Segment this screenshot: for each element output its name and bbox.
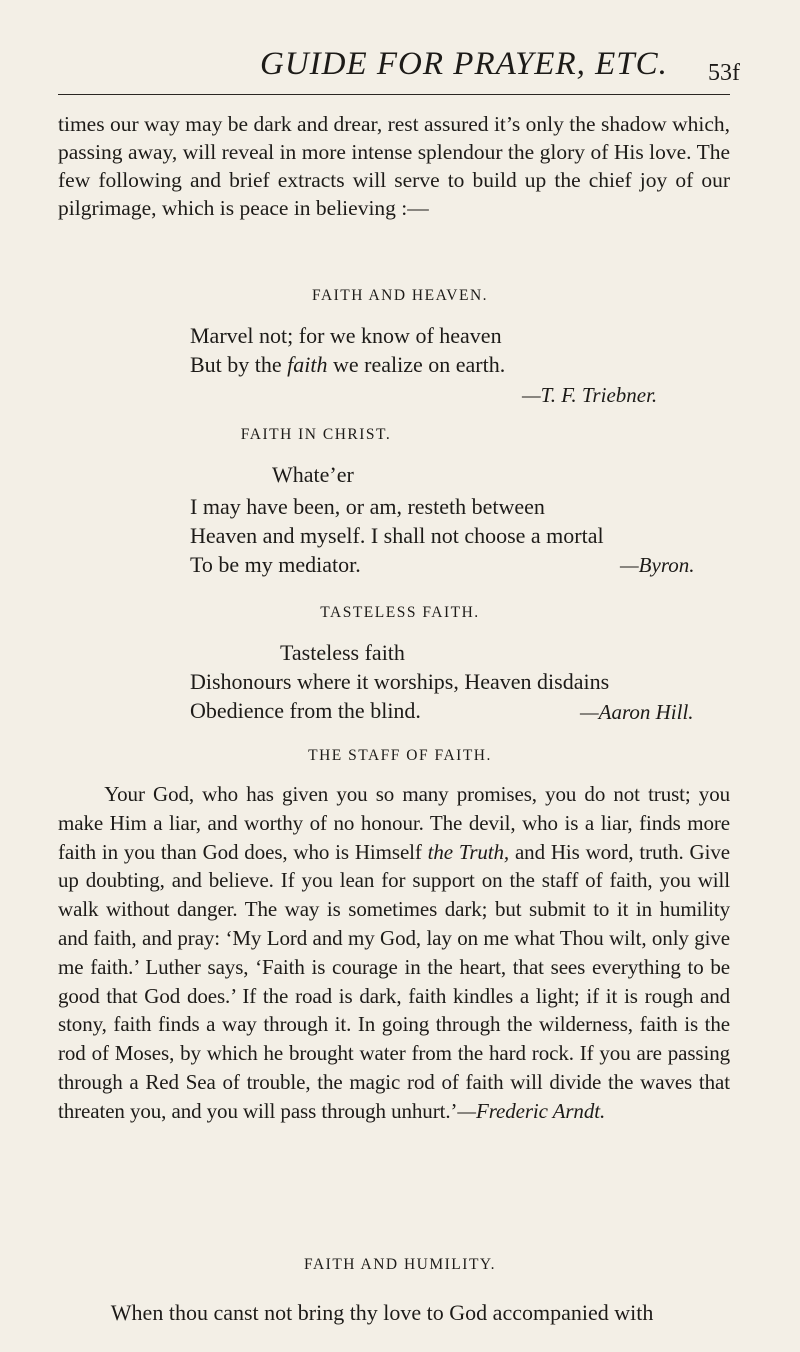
verse-line: Heaven and myself. I shall not choose a mortal [190,523,604,548]
page-header [0,42,800,102]
staff-of-faith-paragraph: Your God, who has given you so many promises, you do not trust; you make Him a liar, and worthy of no honour. The devil, who is a liar, finds more faith in you than God does, who is Himself the Truth, and His word, truth. Give up doubting, and believe. If you lean for support on the staff of faith, you will walk without danger. The way is sometimes dark; but submit to it in humility and faith, and pray: ‘My Lord and my God, lay on me what Thou wilt, only give me faith.’ Luther says, ‘Faith is courage in the heart, that sees everything to be good that God does.’ If the road is dark, faith kindles a light; if it is rough and stony, faith finds a way through it. In going through the wilderness, faith is the rod of Moses, by which he brought water from the hard rock. If you are passing through a Red Sea of trouble, the magic rod of faith will divide the waves that threaten you, and you will pass through unhurt.’—Frederic Arndt. [58,782,730,1123]
section-heading-staff-of-faith: THE STAFF OF FAITH. [308,747,492,764]
page-number: 53f [708,60,740,86]
verse-line: Obedience from the blind. [190,698,421,723]
emphasis: the Truth, [427,839,510,864]
verse-line: But by the faith we realize on earth. [190,352,506,377]
verse-line: To be my mediator. [190,552,361,577]
section-heading-faith-and-humility: FAITH AND HUMILITY. [304,1256,496,1273]
attribution: —T. F. Triebner. [522,383,658,407]
attribution: —Aaron Hill. [580,700,694,724]
section-heading-faith-and-heaven: FAITH AND HEAVEN. [311,287,489,304]
intro-paragraph: times our way may be dark and drear, rest assured it’s only the shadow which, passing away, will reveal in more intense splendour the glory of His love. The few following and brief extracts will serve to build up the chief joy of our pilgrimage, which is peace in believing :— [58,112,730,220]
verse-line: Whate’er [272,462,354,487]
section-heading-faith-in-christ: FAITH IN CHRIST. [240,426,392,443]
closing-paragraph: When thou canst not bring thy love to God accompanied with [110,1300,654,1325]
verse-line: Dishonours where it worships, Heaven disdains [190,669,610,694]
header-rule [58,94,730,95]
verse-line: Marvel not; for we know of heaven [190,323,502,348]
emphasis: faith [287,352,328,377]
attribution: —Byron. [620,553,695,577]
verse-line: I may have been, or am, resteth between [190,494,545,519]
attribution: —Frederic Arndt. [457,1098,606,1123]
running-title: GUIDE FOR PRAYER, ETC. [260,46,668,82]
verse-line: Tasteless faith [280,640,405,665]
section-heading-tasteless-faith: TASTELESS FAITH. [320,604,480,621]
